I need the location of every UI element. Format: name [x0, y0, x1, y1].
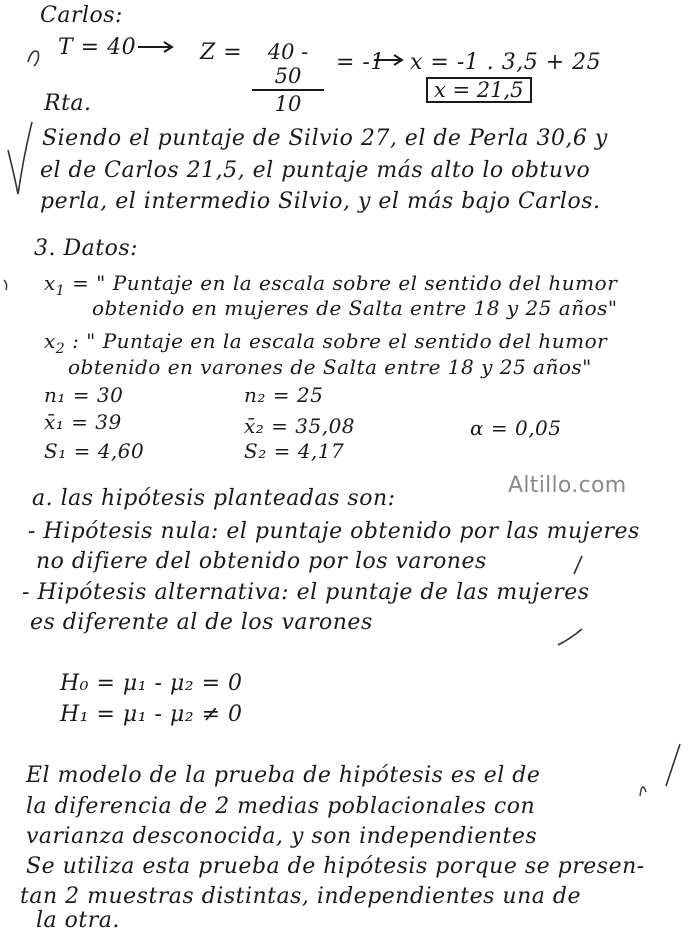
arrow-1 — [138, 42, 172, 52]
modelo-line-5: tan 2 muestras distintas, independientes una de — [20, 884, 581, 909]
check-mark-modelo-2 — [640, 787, 646, 796]
eq1-mid: = -1 — [336, 50, 385, 75]
check-mark-modelo — [666, 744, 680, 786]
rta-line-1: Siendo el puntaje de Silvio 27, el de Perla 30,6 y — [42, 126, 608, 151]
margin-tick-mark-1 — [28, 51, 39, 66]
fraction-bar — [252, 89, 324, 91]
x1-text-1: = " Puntaje en la escala sobre el sentido del humor — [72, 271, 618, 295]
x1-subscript: 1 — [55, 283, 66, 299]
eq1-denominator: 10 — [274, 92, 302, 116]
hipotesis-nula-line-1: - Hipótesis nula: el puntaje obtenido por las mujeres — [28, 519, 640, 544]
rta-line-2: el de Carlos 21,5, el puntaje más alto lo obtuvo — [40, 158, 591, 183]
n1-value: n₁ = 30 — [44, 383, 124, 407]
modelo-line-4: Se utiliza esta prueba de hipótesis porque se presen- — [26, 854, 645, 879]
datos-title: 3. Datos: — [34, 236, 139, 261]
watermark-altillo: Altillo.com — [508, 473, 627, 498]
margin-mark-datos — [4, 280, 7, 290]
modelo-line-1: El modelo de la prueba de hipótesis es el de — [26, 763, 541, 788]
modelo-line-3: varianza desconocida, y son independientes — [26, 824, 538, 849]
alpha-value: α = 0,05 — [470, 416, 562, 440]
x1-var: x — [44, 271, 56, 295]
h0-equation: H₀ = μ₁ - μ₂ = 0 — [60, 671, 243, 696]
check-mark-alternativa — [558, 629, 582, 645]
eq1-fraction — [252, 40, 324, 116]
eq1-result-box: x = 21,5 — [426, 77, 532, 103]
margin-check-mark-rta — [8, 122, 32, 194]
header-name: Carlos: — [40, 3, 123, 28]
hipotesis-alt-line-1: - Hipótesis alternativa: el puntaje de las mujeres — [22, 580, 590, 605]
eq1-z: Z = — [200, 40, 243, 65]
hipotesis-nula-line-2: no difiere del obtenido por los varones — [36, 549, 487, 574]
x2-subscript: 2 — [55, 341, 66, 357]
n2-value: n₂ = 25 — [244, 383, 324, 407]
check-mark-nula — [574, 556, 582, 574]
xbar1-value: x̄₁ = 39 — [44, 410, 122, 434]
x1-definition-line-2: obtenido en mujeres de Salta entre 18 y 25 años" — [92, 296, 618, 320]
rta-title: Rta. — [44, 91, 92, 116]
modelo-line-6: la otra. — [36, 908, 120, 933]
hipotesis-alt-line-2: es diferente al de los varones — [30, 610, 373, 635]
modelo-line-2: la diferencia de 2 medias poblacionales con — [26, 794, 536, 819]
x2-var: x — [44, 329, 56, 353]
rta-line-3: perla, el intermedio Silvio, y el más bajo Carlos. — [40, 189, 601, 214]
eq1-left: T = 40 — [58, 35, 137, 60]
x2-text-1: : " Puntaje en la escala sobre el sentido del humor — [72, 329, 608, 353]
xbar2-value: x̄₂ = 35,08 — [244, 414, 356, 438]
h1-equation: H₁ = μ₁ - μ₂ ≠ 0 — [60, 702, 243, 727]
x2-definition-line-2: obtenido en varones de Salta entre 18 y 25 años" — [68, 355, 592, 379]
eq1-x-expr: x = -1 . 3,5 + 25 — [410, 50, 602, 75]
hipotesis-title: a. las hipótesis planteadas son: — [32, 486, 396, 511]
s1-value: S₁ = 4,60 — [44, 439, 145, 463]
s2-value: S₂ = 4,17 — [244, 439, 345, 463]
eq1-numerator: 40 - 50 — [267, 40, 309, 88]
